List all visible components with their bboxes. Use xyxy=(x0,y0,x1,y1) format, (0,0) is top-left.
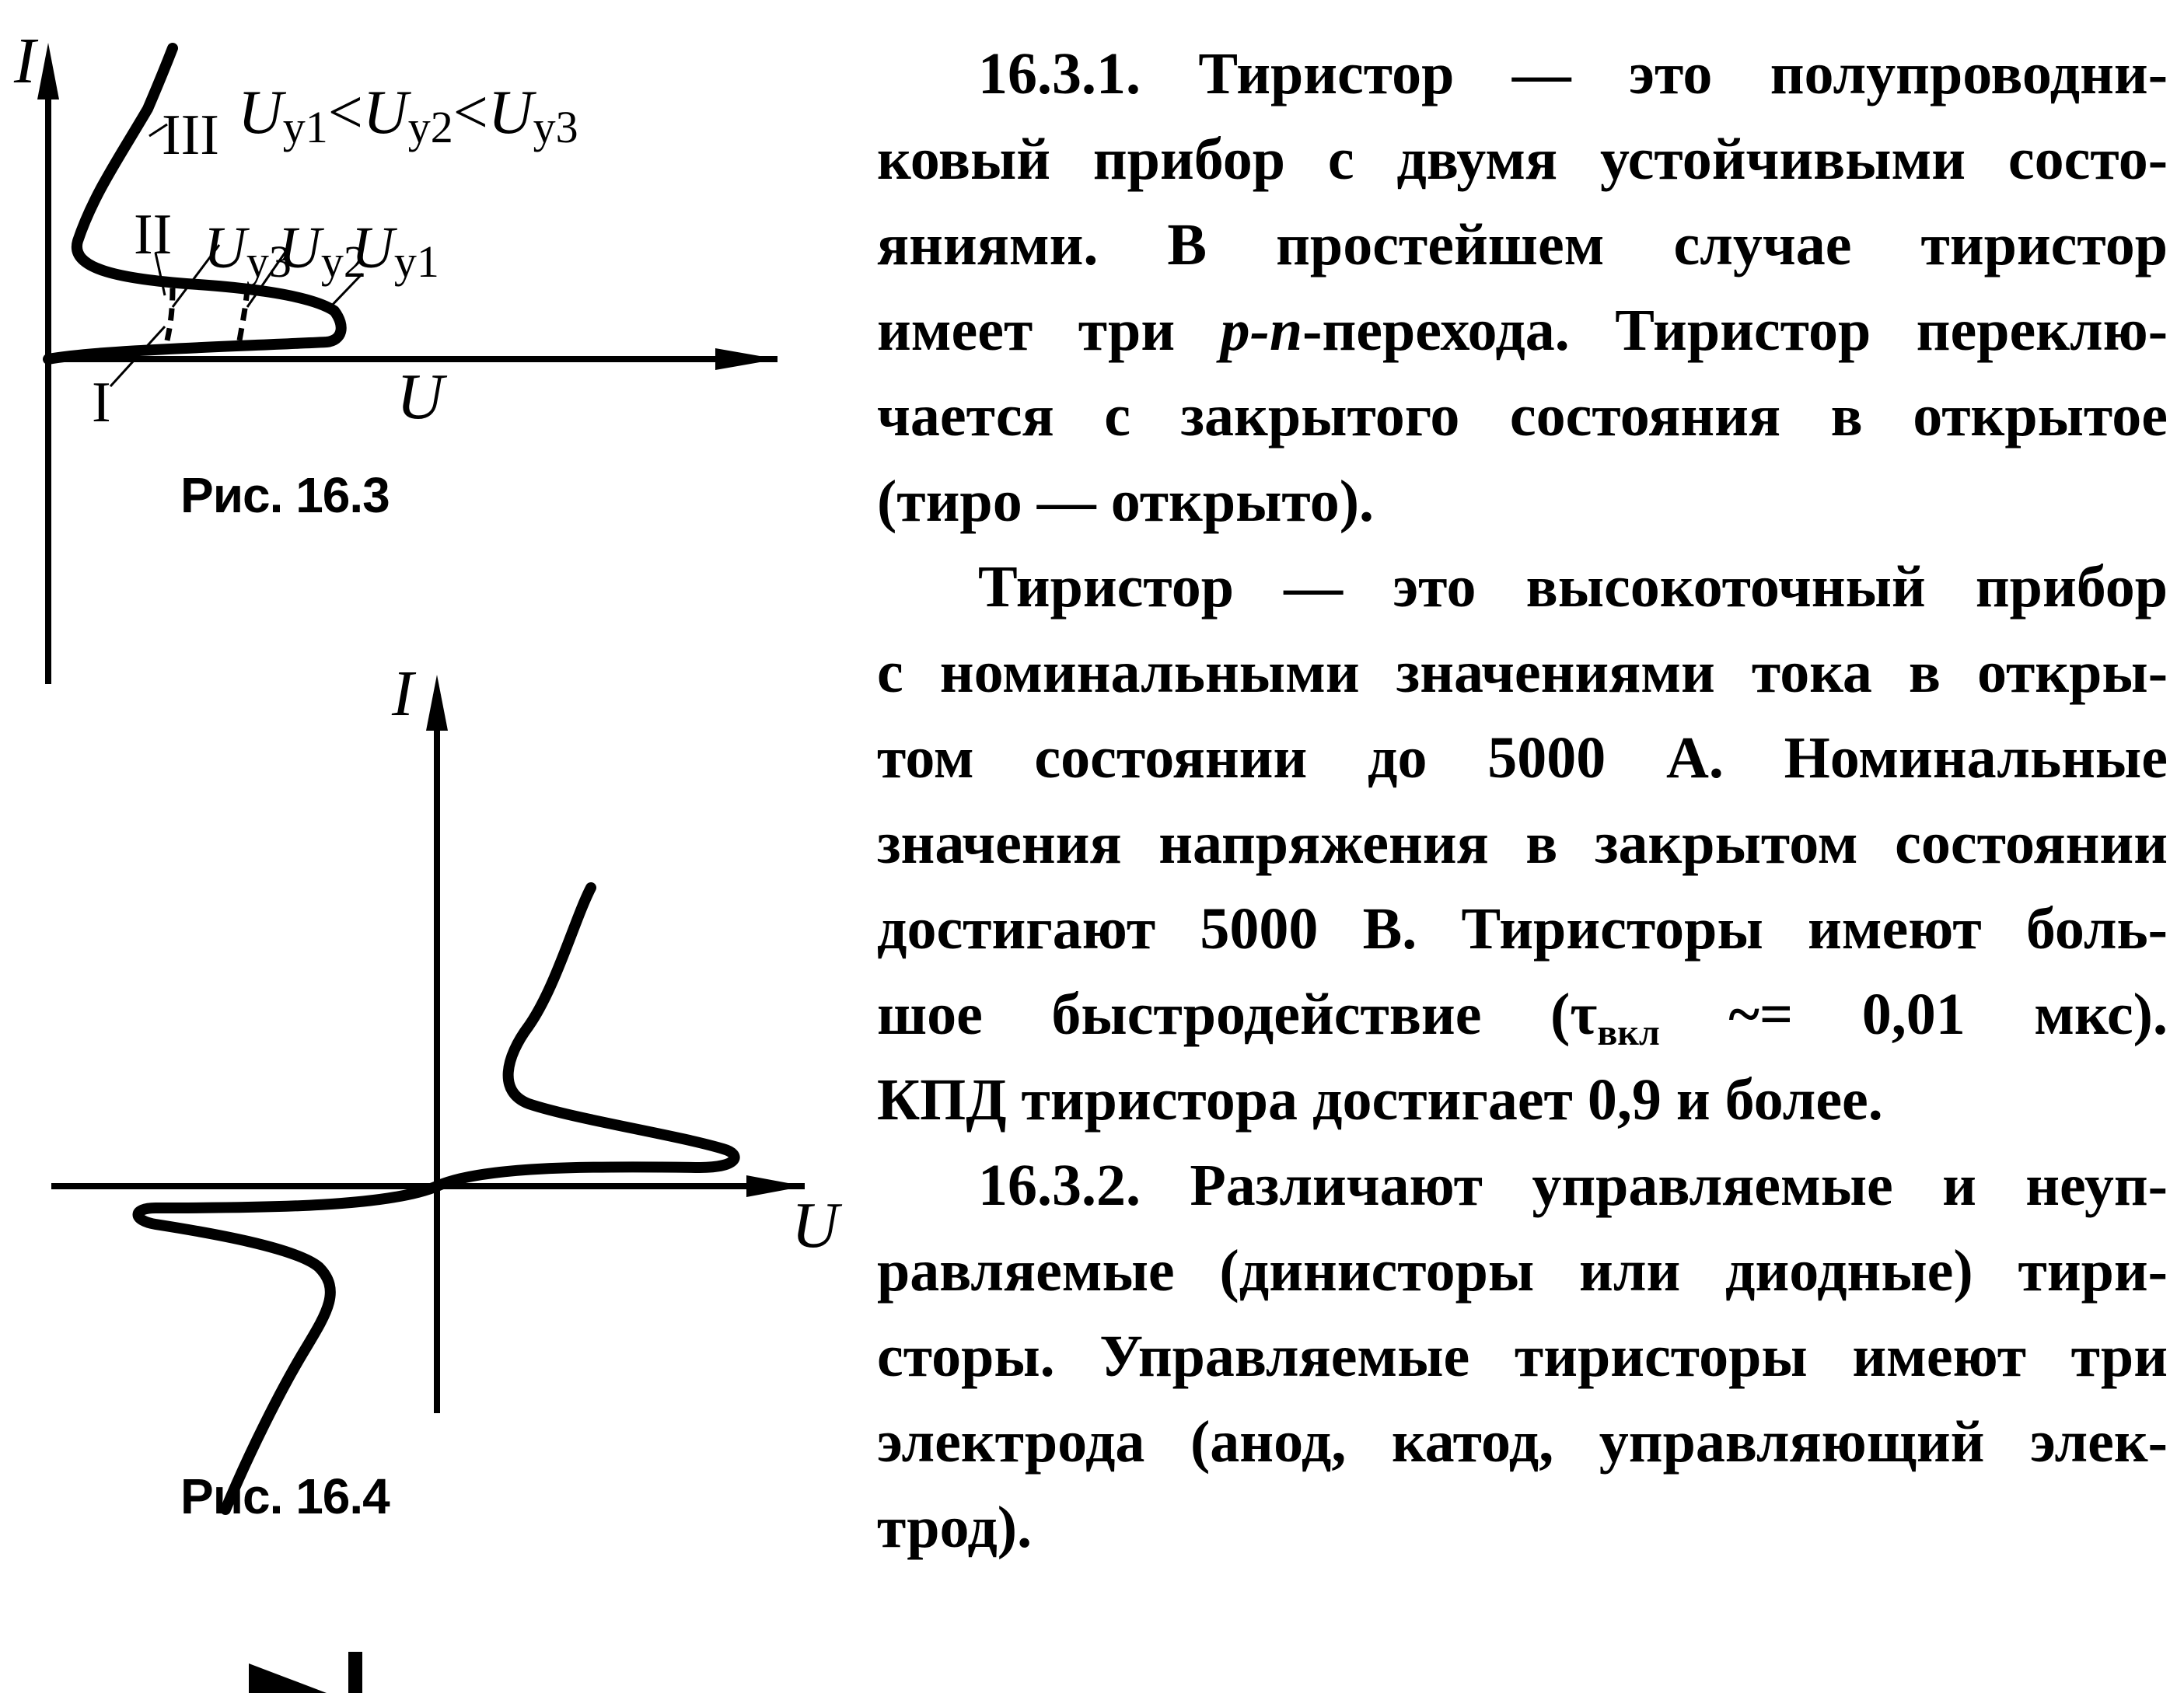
fig-16-3-axis-y-label: I xyxy=(14,25,36,97)
figure-16-4-caption: Рис. 16.4 xyxy=(180,1468,390,1524)
text-line xyxy=(877,288,2168,373)
text-line: 16.3.2. Различают управляемые и неуп- xyxy=(978,1153,2168,1218)
text-fragment: шое быстродействие (τ xyxy=(877,982,1598,1047)
text-line: Тиристор — это высокоточный прибор xyxy=(978,554,2168,620)
curve-label-uy1 xyxy=(351,215,439,288)
diode-bar-partial xyxy=(348,1652,362,1693)
curve-label-uy1-sub: у1 xyxy=(393,236,439,287)
condition-sub2: у2 xyxy=(407,102,453,152)
curve-label-uy1-u: U xyxy=(351,215,394,281)
condition-lt2: < xyxy=(453,79,488,147)
text-line xyxy=(877,972,2168,1057)
text-fragment: -перехода. Тиристор переклю- xyxy=(1302,298,2168,363)
text-line: электрода (анод, катод, управляющий элек- xyxy=(877,1409,2168,1475)
condition-sub3: у3 xyxy=(533,102,578,152)
body-text xyxy=(877,31,2168,1570)
condition-u2: U xyxy=(362,79,408,147)
text-line: КПД тиристора достигает 0,9 и более. xyxy=(877,1067,1883,1133)
text-line: трод). xyxy=(877,1495,1033,1560)
text-fragment-italic: p-n xyxy=(1220,298,1303,363)
diode-triangle-partial xyxy=(249,1663,327,1693)
text-subscript: вкл xyxy=(1597,1012,1660,1053)
text-line: достигают 5000 В. Тиристоры имеют боль- xyxy=(877,896,2168,962)
condition-u3: U xyxy=(487,79,533,147)
x-axis-arrow xyxy=(715,348,778,370)
text-fragment: имеет три xyxy=(877,298,1221,363)
fig-16-4-axis-x-label: U xyxy=(791,1189,839,1262)
fig-16-3-condition xyxy=(238,78,578,153)
text-line: значения напряжения в закрытом состоянии xyxy=(877,811,2168,876)
text-line: чается с закрытого состояния в открытое xyxy=(877,383,2168,449)
curve-label-uy2-u: U xyxy=(278,215,321,281)
dashed-curve-uy2 xyxy=(239,289,247,340)
condition-sub1: у1 xyxy=(282,102,328,152)
fig-16-3-axis-x-label: U xyxy=(397,361,444,433)
condition-u1: U xyxy=(238,79,283,147)
text-line: том состоянии до 5000 А. Номинальные xyxy=(877,725,2168,791)
dashed-curve-uy3 xyxy=(167,288,173,340)
fig-16-4-axis-y-label: I xyxy=(392,658,414,730)
condition-lt1: < xyxy=(327,79,363,147)
paragraph-1 xyxy=(877,31,2168,544)
figure-16-3-caption: Рис. 16.3 xyxy=(180,467,390,523)
region-label-II: II xyxy=(134,203,173,267)
region-label-I: I xyxy=(92,371,111,435)
text-fragment: ~= 0,01 мкс). xyxy=(1659,982,2168,1047)
text-line: (тиро — открыто). xyxy=(877,469,1375,534)
text-line: 16.3.1. Тиристор — это полупроводни- xyxy=(978,41,2168,106)
y-axis-arrow xyxy=(37,43,59,99)
text-line: ковый прибор с двумя устойчивыми состо- xyxy=(877,127,2168,192)
paragraph-3 xyxy=(877,1143,2168,1570)
text-line: с номинальными значениями тока в откры- xyxy=(877,640,2168,705)
curve-label-uy3-u: U xyxy=(204,215,246,281)
paragraph-2 xyxy=(877,544,2168,1143)
region-label-III: III xyxy=(162,103,219,167)
figure-16-5-partial xyxy=(0,591,877,1693)
text-line: равляемые (динисторы или диодные) тири- xyxy=(877,1238,2168,1304)
curve-label-uy3-sub: у3 xyxy=(246,236,292,287)
figure-16-4 xyxy=(0,591,877,1693)
curve-label-uy2-sub: у2 xyxy=(320,236,366,287)
text-line: сторы. Управляемые тиристоры имеют три xyxy=(877,1324,2168,1389)
text-line: яниями. В простейшем случае тиристор xyxy=(877,212,2168,278)
figure-16-3 xyxy=(0,0,877,591)
